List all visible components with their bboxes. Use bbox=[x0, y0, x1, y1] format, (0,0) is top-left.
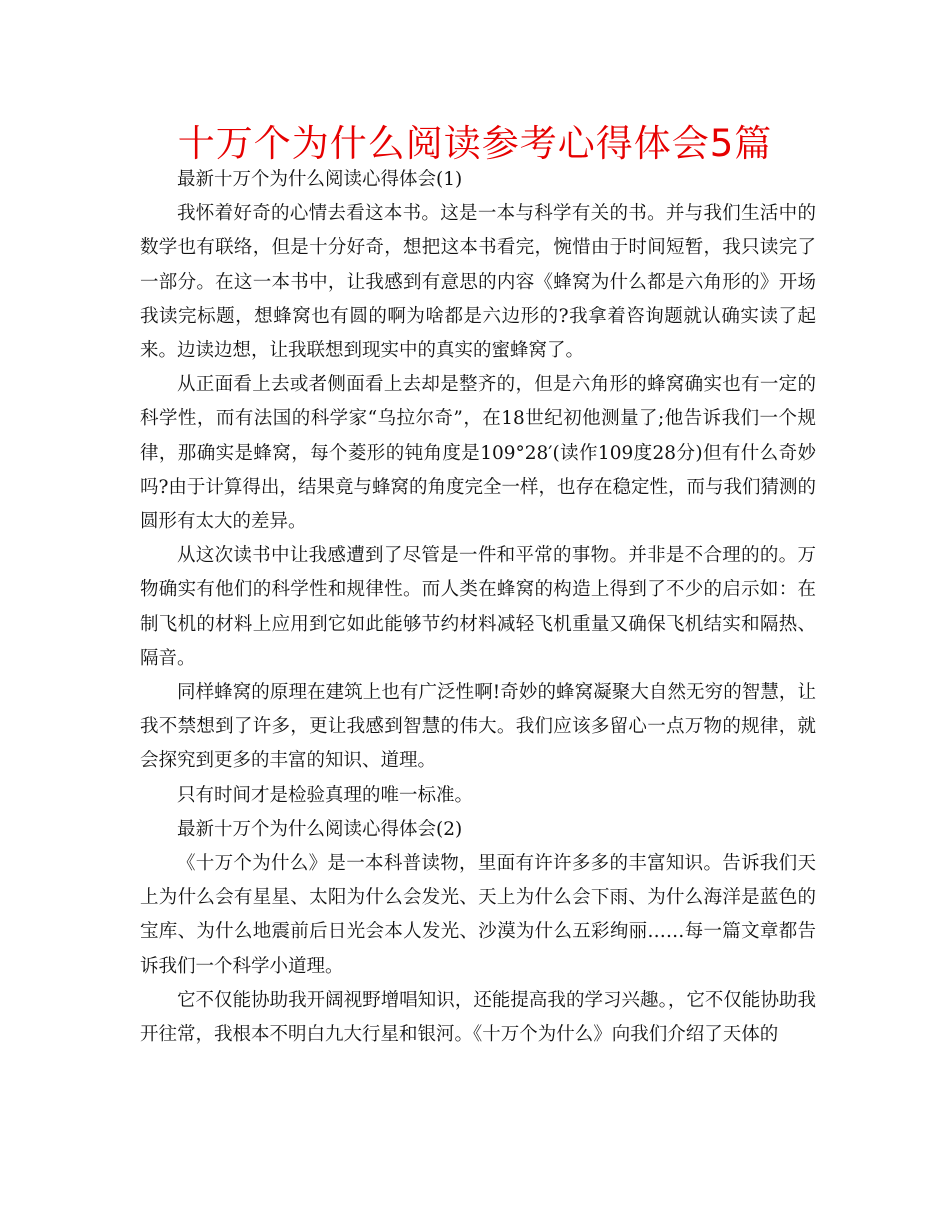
document-body bbox=[140, 163, 816, 1052]
section-heading: 最新十万个为什么阅读心得体会(2) bbox=[177, 818, 463, 840]
paragraph: 它不仅能协助我开阔视野增唱知识，还能提高我的学习兴趣。，它不仅能协助我开往常，我根本不明白九大行星和银河。《十万个为什么》向我们介绍了天体的 bbox=[140, 989, 816, 1046]
paragraph: 同样蜂窝的原理在建筑上也有广泛性啊!奇妙的蜂窝凝聚大自然无穷的智慧，让我不禁想到了许多，更让我感到智慧的伟大。我们应该多留心一点万物的规律，就会探究到更多的丰富的知识、道理。 bbox=[140, 682, 816, 772]
paragraph: 我怀着好奇的心情去看这本书。这是一本与科学有关的书。并与我们生活中的数学也有联络，但是十分好奇，想把这本书看完，惋惜由于时间短暂，我只读完了一部分。在这一本书中，让我感到有意思的内容《蜂窝为什么都是六角形的》开场我读完标题，想蜂窝也有圆的啊为啥都是六边形的?我拿着咨询题就认确实读了起来。边读边想，让我联想到现实中的真实的蜜蜂窝了。 bbox=[140, 203, 816, 362]
paragraph: 只有时间才是检验真理的唯一标准。 bbox=[177, 784, 474, 806]
section-heading: 最新十万个为什么阅读心得体会(1) bbox=[177, 169, 463, 190]
paragraph: 《十万个为什么》是一本科普读物，里面有许许多多的丰富知识。告诉我们天上为什么会有星星、太阳为什么会发光、天上为什么会下雨、为什么海洋是蓝色的宝库、为什么地震前后日光会本人发光、沙漠为什么五彩绚丽……每一篇文章都告诉我们一个科学小道理。 bbox=[140, 853, 816, 977]
paragraph: 从正面看上去或者侧面看上去却是整齐的，但是六角形的蜂窝确实也有一定的科学性，而有法国的科学家“乌拉尔奇”，在18世纪初他测量了;他告诉我们一个规律，那确实是蜂窝，每个菱形的钝角度是109°28′(读作109度28分)但有什么奇妙吗?由于计算得出，结果竟与蜂窝的角度完全一样，也存在稳定性，而与我们猜测的圆形有太大的差异。 bbox=[140, 374, 816, 533]
paragraph: 从这次读书中让我感遭到了尽管是一件和平常的事物。并非是不合理的的。万物确实有他们的科学性和规律性。而人类在蜂窝的构造上得到了不少的启示如：在制飞机的材料上应用到它如此能够节约材料减轻飞机重量又确保飞机结实和隔热、隔音。 bbox=[140, 545, 816, 669]
page-title: 十万个为什么阅读参考心得体会5篇 bbox=[177, 122, 773, 165]
